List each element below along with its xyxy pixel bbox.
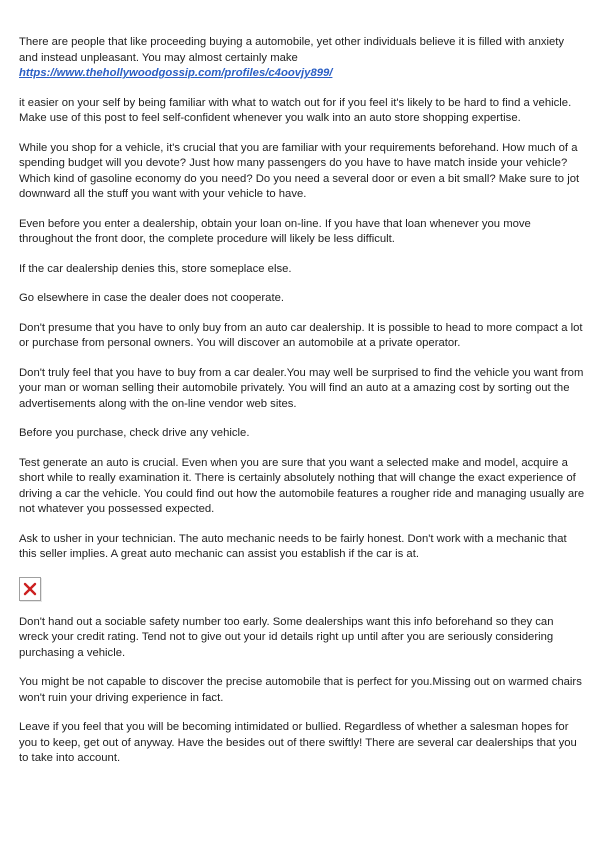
paragraph: If the car dealership denies this, store someplace else. xyxy=(19,262,292,275)
paragraph-intro xyxy=(19,35,585,82)
broken-image-icon xyxy=(19,577,41,601)
paragraph: Test generate an auto is crucial. Even when you are sure that you want a selected make and model, acquire a short while to really examination it. There is certainly absolutely nothing that will change the exact experience of driving a car the vehicle. You could find out how the automobile features a rougher ride and managing usually are not whatever you possessed expected. xyxy=(19,456,585,515)
paragraph: While you shop for a vehicle, it's crucial that you are familiar with your requirements beforehand. How much of a spending budget will you devote? Just how many passengers do you have to have match inside your vehicle? Which kind of gasoline economy do you need? Do you need a several door or even a bit small? Make sure to jot downward all the stuff you want with your vehicle to have. xyxy=(19,141,580,200)
paragraph-intro-text: There are people that like proceeding buying a automobile, yet other individuals believe it is filled with anxiety and instead unpleasant. You may almost certainly make xyxy=(19,36,565,64)
broken-image-x-mark xyxy=(23,582,37,596)
image-container xyxy=(19,577,585,601)
paragraph: it easier on your self by being familiar with what to watch out for if you feel it's likely to be hard to find a vehicle. Make use of this post to feel self-confident whenever you walk into an auto store shopping expertise. xyxy=(19,96,572,124)
document-body xyxy=(19,35,585,781)
profile-link[interactable]: https://www.thehollywoodgossip.com/profiles/c4oovjy899/ xyxy=(19,67,333,79)
paragraph: Go elsewhere in case the dealer does not cooperate. xyxy=(19,292,285,304)
paragraph: Leave if you feel that you will be becoming intimidated or bullied. Regardless of whether a salesman hopes for you to keep, get out of anyway. Have the besides out of there swiftly! There are several car dealerships that you to take into account. xyxy=(19,721,577,764)
paragraph: Don't truly feel that you have to buy from a car dealer.You may well be surprised to find the vehicle you want from your man or woman selling their automobile privately. You will find an auto at a amazing cost by sorting out the advertisements along with the on-line vendor web sites. xyxy=(19,366,584,410)
paragraph: Don't hand out a sociable safety number too early. Some dealerships want this info beforehand so they can wreck your credit rating. Tend not to give out your id details right up until after you are seriously considering purchasing a vehicle. xyxy=(19,615,554,659)
paragraph: Before you purchase, check drive any vehicle. xyxy=(19,427,250,439)
paragraph: Even before you enter a dealership, obtain your loan on-line. If you have that loan whenever you move throughout the front door, the complete procedure will likely be less difficult. xyxy=(19,217,531,245)
paragraph: You might be not capable to discover the precise automobile that is perfect for you.Missing out on warmed chairs won't ruin your driving experience in fact. xyxy=(19,676,582,704)
paragraph: Don't presume that you have to only buy from an auto car dealership. It is possible to head to more compact a lot or purchase from personal owners. You will discover an automobile at a private operator. xyxy=(19,321,583,349)
paragraph: Ask to usher in your technician. The auto mechanic needs to be fairly honest. Don't work with a mechanic that this seller implies. A great auto mechanic can assist you establish if the car is at. xyxy=(19,532,567,560)
